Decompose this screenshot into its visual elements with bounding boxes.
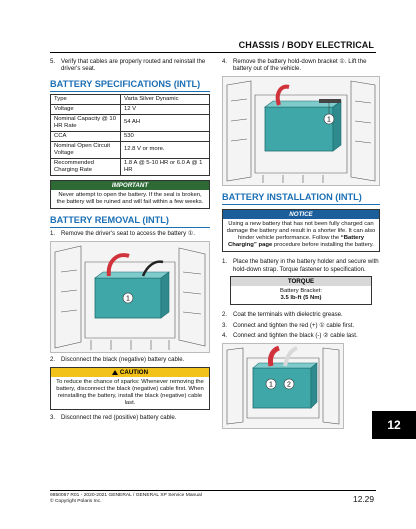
step-number: 1. xyxy=(50,230,56,238)
battery-access-illustration xyxy=(51,242,209,352)
spec-value: 54 AH xyxy=(120,114,209,131)
spec-key: Voltage xyxy=(51,104,121,114)
battery-installation-heading: BATTERY INSTALLATION (INTL) xyxy=(222,192,380,205)
caution-bar xyxy=(51,368,209,377)
table-row xyxy=(51,141,210,158)
important-text: Never attempt to open the battery. If the seal is broken, the battery will be ruined and will fail within a few weeks. xyxy=(56,192,204,206)
table-row xyxy=(51,94,210,104)
step-number: 3. xyxy=(50,414,56,422)
battery-spec-table xyxy=(50,94,210,176)
step-number: 2. xyxy=(50,355,56,363)
step-number: 3. xyxy=(222,321,228,329)
footer-copyright: © Copyright Polaris Inc. xyxy=(50,499,102,504)
footer-left xyxy=(50,493,202,505)
torque-line-1: Battery Bracket: xyxy=(280,288,322,295)
hold-down-bracket-photo xyxy=(222,76,380,186)
spec-key: Nominal Capacity @ 10 HR Rate xyxy=(51,114,121,131)
battery-specifications-heading: BATTERY SPECIFICATIONS (INTL) xyxy=(50,79,210,92)
notice-text-b: procedure before installing the battery. xyxy=(272,242,374,249)
step-number: 5. xyxy=(50,58,56,65)
removal-step-2 xyxy=(50,356,210,363)
spec-key: Type xyxy=(51,94,121,104)
caution-label: CAUTION xyxy=(119,369,149,377)
torque-label: TORQUE xyxy=(231,277,371,286)
battery-access-photo xyxy=(50,241,210,353)
warning-triangle-icon xyxy=(112,370,118,375)
table-row xyxy=(51,114,210,131)
right-column xyxy=(222,58,380,432)
spec-value: 530 xyxy=(120,131,209,141)
step-text: Remove the battery hold-down bracket ①. Lift the battery out of the vehicle. xyxy=(233,58,367,73)
left-column xyxy=(50,58,210,425)
step-number: 1. xyxy=(222,258,228,266)
install-step-1 xyxy=(222,258,380,273)
battery-charging-link[interactable]: “Battery Charging” page xyxy=(228,235,365,249)
important-box xyxy=(50,180,210,209)
step-number: 4. xyxy=(222,332,228,340)
spec-value: 12 V xyxy=(120,104,209,114)
spec-key: Nominal Open Circuit Voltage xyxy=(51,141,121,158)
step-5 xyxy=(50,58,210,73)
install-step-2 xyxy=(222,311,380,318)
torque-text xyxy=(231,286,371,304)
battery-removal-heading: BATTERY REMOVAL (INTL) xyxy=(50,215,210,228)
spec-key: Recommended Charging Rate xyxy=(51,158,121,175)
removal-step-1 xyxy=(50,230,210,237)
spec-key: CCA xyxy=(51,131,121,141)
header-rule xyxy=(50,52,376,53)
table-row xyxy=(51,104,210,114)
callout-1: 1 xyxy=(327,116,331,124)
install-step-4 xyxy=(222,332,380,339)
spec-value: 1.8 A @ 5-10 HR or 6.0 A @ 1 HR xyxy=(120,158,209,175)
step-text: Disconnect the red (positive) battery cable. xyxy=(61,414,177,422)
torque-box xyxy=(230,276,372,305)
removal-step-4 xyxy=(222,58,380,73)
cable-connection-illustration xyxy=(223,344,343,428)
hold-down-bracket-illustration xyxy=(223,77,379,185)
notice-text xyxy=(223,219,379,251)
chapter-tab: 12 xyxy=(372,411,416,439)
callout-2: 2 xyxy=(287,381,291,389)
step-number: 4. xyxy=(222,58,228,65)
step-text: Remove the driver's seat to access the battery ①. xyxy=(61,230,195,238)
notice-text-a: Using a new battery that has not been fully charged can damage the battery and result in a shorter life. It can also hinder vehicle performance. Follow the xyxy=(226,221,376,242)
step-text: Connect and tighten the red (+) ① cable first. xyxy=(233,321,355,329)
notice-label: NOTICE xyxy=(223,210,379,219)
footer-rule xyxy=(50,490,376,491)
step-number: 2. xyxy=(222,311,228,319)
step-text: Verify that cables are properly routed and reinstall the driver's seat. xyxy=(61,58,206,73)
important-label: IMPORTANT xyxy=(51,181,209,190)
step-text: Place the battery in the battery holder and secure with hold-down strap. Torque fastener to specification. xyxy=(233,258,379,273)
cable-connection-photo xyxy=(222,343,344,429)
step-text: Coat the terminals with dielectric grease. xyxy=(233,311,343,319)
caution-box xyxy=(50,367,210,410)
install-step-3 xyxy=(222,322,380,329)
notice-box xyxy=(222,209,380,252)
removal-step-3 xyxy=(50,414,210,421)
spec-value: 12.8 V or more. xyxy=(120,141,209,158)
callout-1: 1 xyxy=(269,381,273,389)
footer-manual-title: 9850067 R01 - 2020-2021 GENERAL / GENERAL XP Service Manual xyxy=(50,493,202,498)
step-text: Connect and tighten the black (-) ② cable last. xyxy=(233,332,358,340)
step-text: Disconnect the black (negative) battery cable. xyxy=(61,355,185,363)
caution-text: To reduce the chance of sparks: Whenever removing the battery, disconnect the black (negative) cable first. When reinstalling the battery, install the black (negative) cable last. xyxy=(56,379,204,407)
spec-value: Varta Silver Dynamic xyxy=(120,94,209,104)
table-row xyxy=(51,158,210,175)
page-number: 12.29 xyxy=(353,494,374,504)
page-header-title: CHASSIS / BODY ELECTRICAL xyxy=(238,40,374,50)
table-row xyxy=(51,131,210,141)
callout-1: 1 xyxy=(126,295,130,303)
torque-value: 3.5 lb-ft (5 Nm) xyxy=(280,295,322,302)
